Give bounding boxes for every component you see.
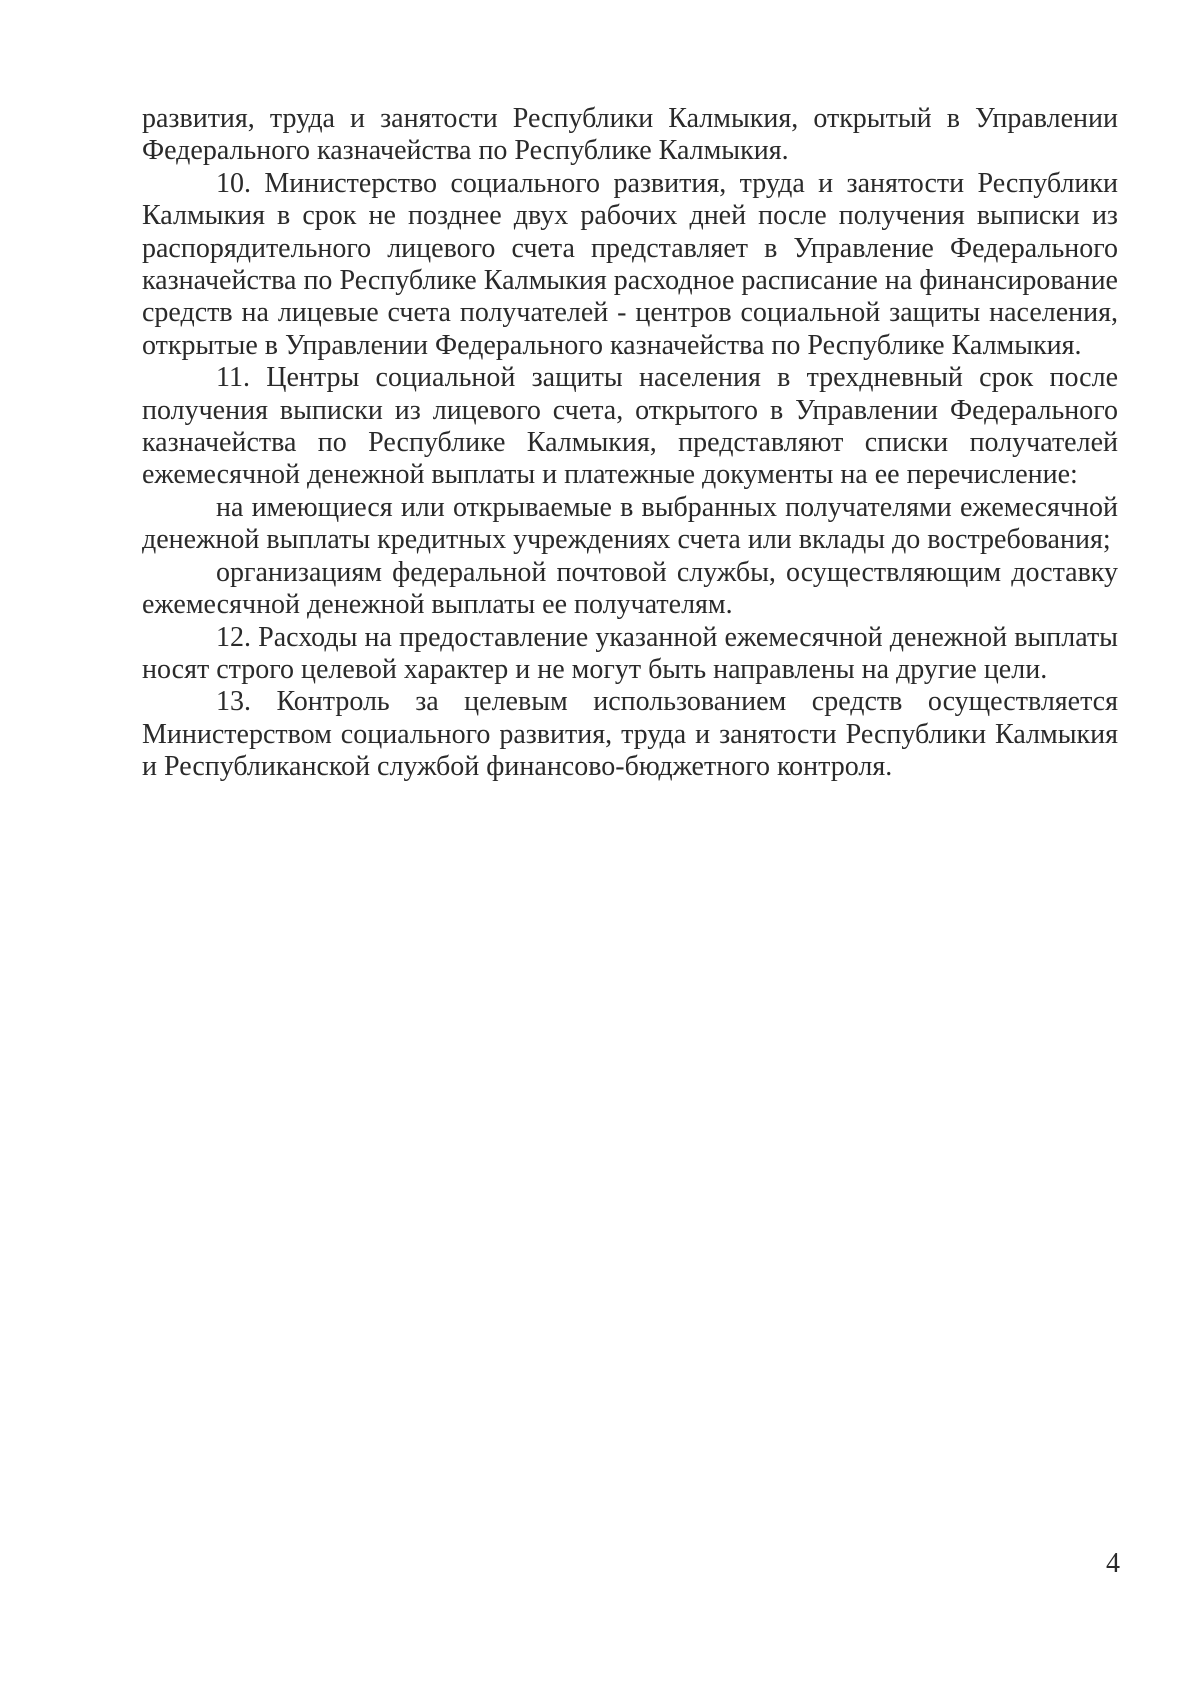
- paragraph-13: 13. Контроль за целевым использованием средств осуществляется Министерством социального развития, труда и занятости Республики Калмыкия и Республиканской службой финансово-бюджетного контроля.: [142, 686, 1118, 783]
- paragraph-11-item-accounts: на имеющиеся или открываемые в выбранных получателями ежемесячной денежной выплаты кредитных учреждениях счета или вклады до востребования;: [142, 491, 1118, 556]
- paragraph-12: 12. Расходы на предоставление указанной ежемесячной денежной выплаты носят строго целевой характер и не могут быть направлены на другие цели.: [142, 621, 1118, 685]
- document-body: [142, 103, 1118, 784]
- paragraph-continuation: развития, труда и занятости Республики Калмыкия, открытый в Управлении Федерального казначейства по Республике Калмыкия.: [142, 103, 1118, 167]
- paragraph-10: 10. Министерство социального развития, труда и занятости Республики Калмыкия в срок не позднее двух рабочих дней после получения выписки из распорядительного лицевого счета представляет в Управление Федерального казначейства по Республике Калмыкия расходное расписание на финансирование средств на лицевые счета получателей - центров социальной защиты населения, открытые в Управлении Федерального казначейства по Республике Калмыкия.: [142, 167, 1118, 361]
- paragraph-11-item-postal: организациям федеральной почтовой службы, осуществляющим доставку ежемесячной денежной выплаты ее получателям.: [142, 556, 1118, 621]
- page-number: 4: [1106, 1548, 1120, 1579]
- paragraph-11: 11. Центры социальной защиты населения в трехдневный срок после получения выписки из лицевого счета, открытого в Управлении Федерального казначейства по Республике Калмыкия, представляют списки получателей ежемесячной денежной выплаты и платежные документы на ее перечисление:: [142, 362, 1118, 491]
